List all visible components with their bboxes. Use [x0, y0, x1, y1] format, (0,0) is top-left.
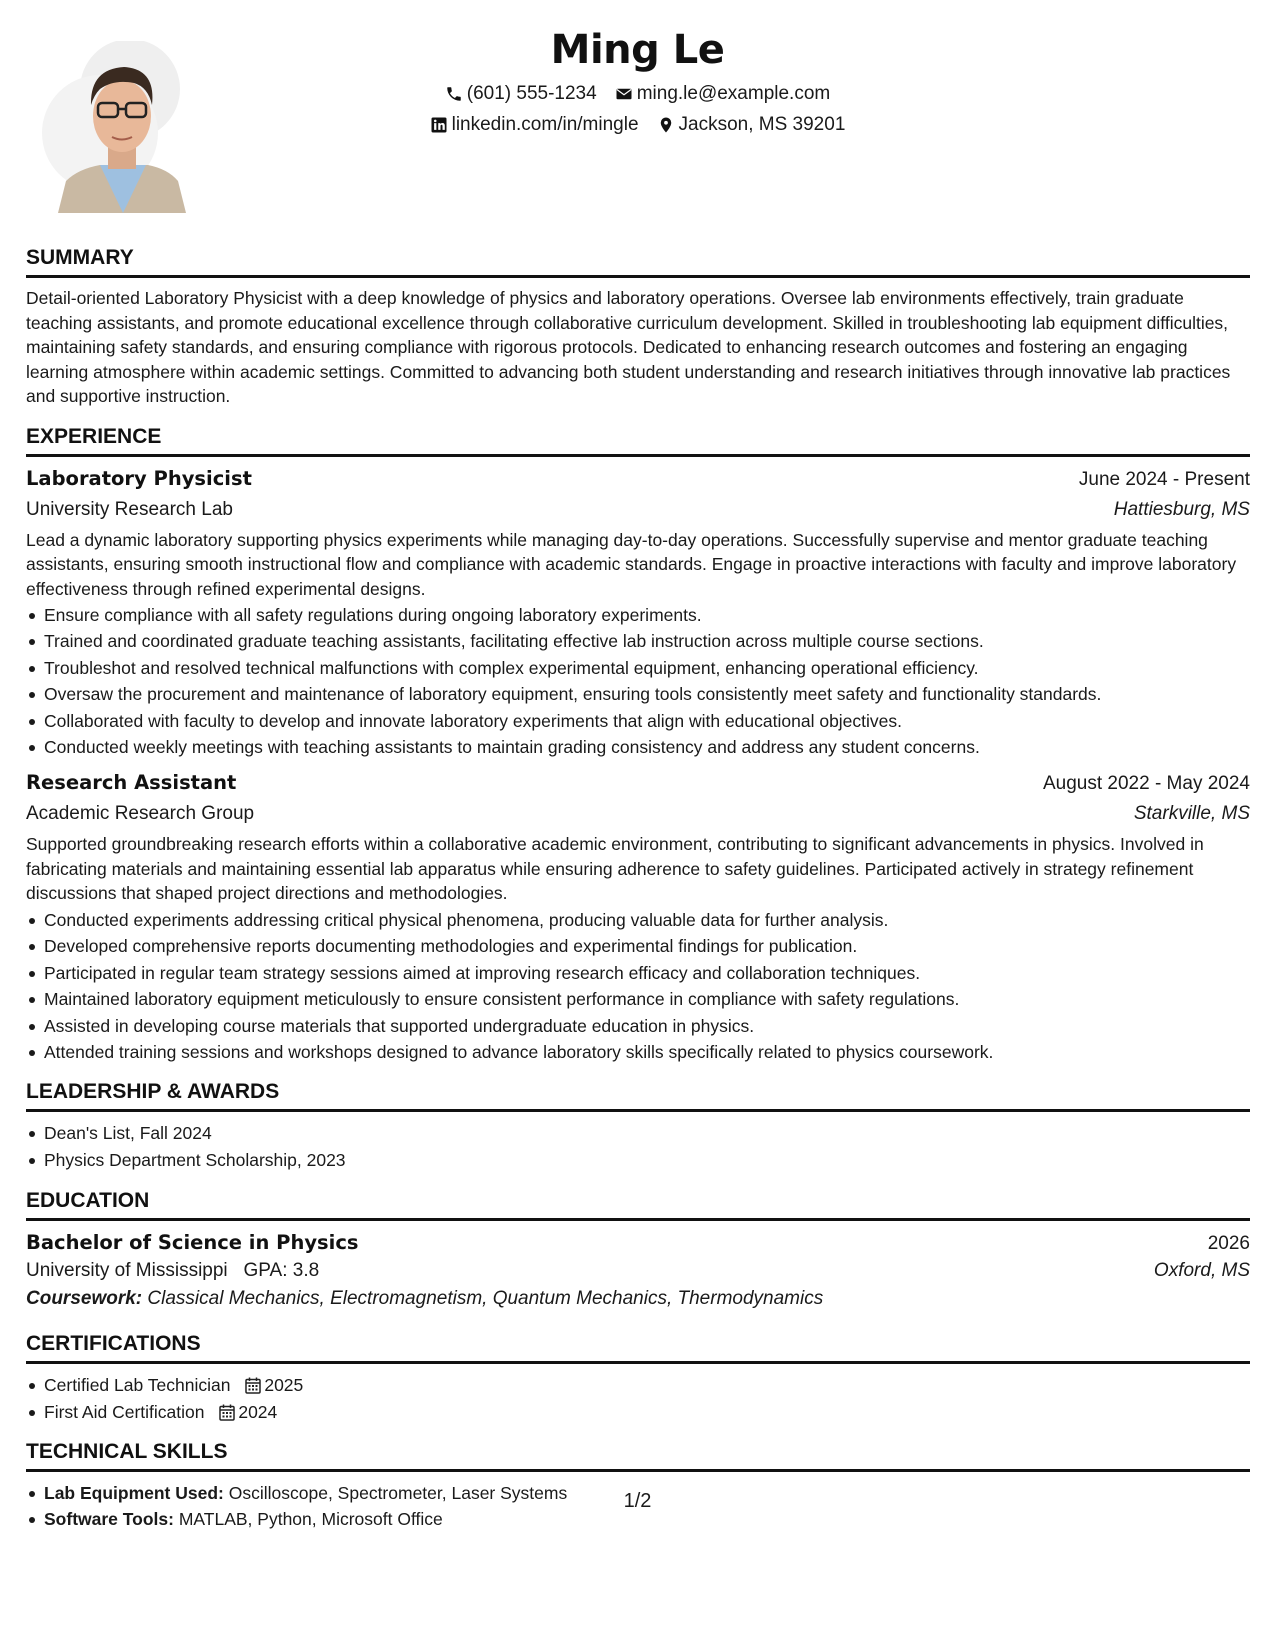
linkedin-text[interactable]: linkedin.com/in/mingle — [451, 114, 639, 135]
list-item: Collaborated with faculty to develop and innovate laboratory experiments that align with educational objectives. — [26, 708, 1250, 734]
list-item: Attended training sessions and workshops designed to advance laboratory skills specifically related to physics coursework. — [26, 1039, 1250, 1065]
contact-row-2 — [0, 113, 1275, 137]
list-item: Physics Department Scholarship, 2023 — [26, 1147, 1250, 1173]
skill-label: Software Tools: — [44, 1509, 174, 1530]
resume-header — [0, 22, 1275, 137]
certification-name: Certified Lab Technician — [44, 1375, 231, 1396]
calendar-icon — [245, 1377, 261, 1394]
certifications-list — [26, 1372, 1250, 1425]
graduation-year: 2026 — [1207, 1233, 1250, 1255]
contact-row-1 — [0, 82, 1275, 106]
awards-list — [26, 1120, 1250, 1173]
job-title: Research Assistant — [26, 771, 237, 795]
coursework-line — [26, 1284, 1250, 1314]
section-divider — [26, 275, 1250, 278]
map-pin-icon — [657, 116, 675, 134]
email-text[interactable]: ming.le@example.com — [636, 83, 831, 104]
calendar-icon — [219, 1404, 235, 1421]
list-item: Maintained laboratory equipment meticulously to ensure consistent performance in compliance with safety regulations. — [26, 986, 1250, 1012]
section-title-summary: SUMMARY — [26, 246, 134, 269]
contact-location — [657, 113, 846, 137]
list-item — [26, 1372, 1250, 1398]
coursework-label: Coursework: — [26, 1288, 143, 1310]
linkedin-icon — [430, 116, 448, 134]
school-location: Oxford, MS — [1153, 1260, 1250, 1282]
resume-body — [26, 246, 1250, 1533]
job-entry — [26, 769, 1250, 1065]
job-dates: June 2024 - Present — [1078, 468, 1250, 490]
coursework-list: Classical Mechanics, Electromagnetism, Quantum Mechanics, Thermodynamics — [147, 1288, 824, 1310]
job-entry — [26, 465, 1250, 761]
list-item: Dean's List, Fall 2024 — [26, 1120, 1250, 1146]
job-dates: August 2022 - May 2024 — [1042, 773, 1250, 795]
section-title-experience: EXPERIENCE — [26, 424, 162, 448]
job-title: Laboratory Physicist — [26, 466, 252, 490]
certification-year: 2024 — [238, 1401, 278, 1422]
list-item: Conducted experiments addressing critical physical phenomena, producing valuable data for further analysis. — [26, 907, 1250, 933]
skill-label: Lab Equipment Used: — [44, 1483, 224, 1503]
envelope-icon — [615, 85, 633, 103]
contact-email[interactable] — [615, 82, 831, 106]
awards-section — [26, 1080, 1250, 1173]
gpa: GPA: 3.8 — [243, 1260, 320, 1282]
skills-section — [26, 1440, 1250, 1533]
list-item: Ensure compliance with all safety regulations during ongoing laboratory experiments. — [26, 602, 1250, 628]
certifications-section — [26, 1332, 1250, 1425]
job-location: Starkville, MS — [1133, 803, 1250, 825]
list-item: Developed comprehensive reports documenting methodologies and experimental findings for publication. — [26, 933, 1250, 959]
degree-title: Bachelor of Science in Physics — [26, 1231, 359, 1255]
list-item: Trained and coordinated graduate teaching assistants, facilitating effective lab instruction across multiple course sections. — [26, 628, 1250, 654]
section-divider — [26, 1109, 1250, 1112]
candidate-name: Ming Le — [550, 27, 725, 73]
skill-value: Oscilloscope, Spectrometer, Laser Systems — [228, 1483, 568, 1503]
list-item: Oversaw the procurement and maintenance of laboratory equipment, ensuring tools consistently meet safety and functionality standards. — [26, 681, 1250, 707]
summary-section — [26, 246, 1250, 409]
job-bullets — [26, 907, 1250, 1065]
education-section — [26, 1189, 1250, 1314]
job-organization: Academic Research Group — [26, 803, 255, 825]
certification-name: First Aid Certification — [44, 1401, 205, 1422]
page-number: 1/2 — [623, 1490, 652, 1512]
section-divider — [26, 1361, 1250, 1364]
certification-year: 2025 — [264, 1375, 304, 1396]
list-item: Troubleshot and resolved technical malfunctions with complex experimental equipment, enhancing operational efficiency. — [26, 655, 1250, 681]
job-description: Lead a dynamic laboratory supporting physics experiments while managing day-to-day operations. Successfully supervise and mentor graduate teaching assistants, ensuring smooth instructional flow and compliance with academic standards. Engage in proactive interactions with faculty and improve laboratory effectiveness through refined experimental designs. — [26, 529, 1237, 599]
list-item: Conducted weekly meetings with teaching assistants to maintain grading consistency and address any student concerns. — [26, 734, 1250, 760]
school-name: University of Mississippi — [26, 1260, 228, 1282]
summary-text: Detail-oriented Laboratory Physicist with a deep knowledge of physics and laboratory operations. Oversee lab environments effectively, train graduate teaching assistants, and promote educational excellence through collaborative curriculum development. Skilled in troubleshooting lab equipment difficulties, maintaining safety standards, and ensuring compliance with rigorous protocols. Dedicated to enhancing research outcomes and fostering an engaging learning atmosphere within academic settings. Committed to advancing both student understanding and research initiatives through innovative lab practices and supportive instruction. — [26, 288, 1231, 406]
section-title-skills: TECHNICAL SKILLS — [26, 1440, 228, 1463]
location-text: Jackson, MS 39201 — [678, 114, 846, 135]
section-title-certifications: CERTIFICATIONS — [26, 1332, 201, 1356]
job-description: Supported groundbreaking research efforts within a collaborative academic environment, contributing to significant advancements in physics. Involved in fabricating materials and maintaining essential lab apparatus while ensuring adherence to safety guidelines. Participated actively in strategy refinement discussions that shaped project directions and methodologies. — [26, 834, 1204, 904]
section-divider — [26, 1218, 1250, 1221]
list-item — [26, 1399, 1250, 1425]
job-organization: University Research Lab — [26, 498, 233, 520]
contact-phone — [445, 82, 597, 106]
list-item: Assisted in developing course materials that supported undergraduate education in physics. — [26, 1013, 1250, 1039]
section-divider — [26, 454, 1250, 457]
job-location: Hattiesburg, MS — [1113, 498, 1250, 520]
phone-text: (601) 555-1234 — [466, 83, 597, 104]
section-title-awards: LEADERSHIP & AWARDS — [26, 1080, 280, 1104]
contact-linkedin[interactable] — [430, 113, 639, 137]
job-bullets — [26, 602, 1250, 760]
experience-section — [26, 425, 1250, 1066]
section-title-education: EDUCATION — [26, 1189, 150, 1213]
phone-icon — [445, 85, 463, 103]
section-divider — [26, 1469, 1250, 1472]
list-item: Participated in regular team strategy sessions aimed at improving research efficacy and collaboration techniques. — [26, 960, 1250, 986]
skill-value: MATLAB, Python, Microsoft Office — [178, 1509, 443, 1530]
